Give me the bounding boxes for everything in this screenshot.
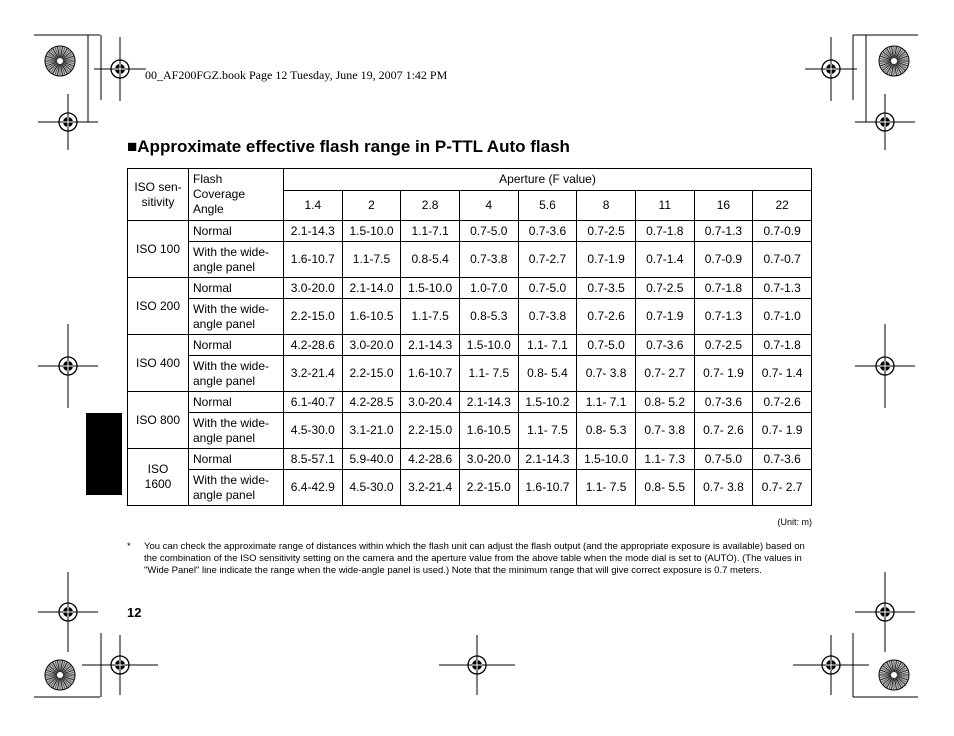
- range-cell: 2.1-14.3: [401, 335, 460, 356]
- starburst-registration-icon: [45, 46, 75, 76]
- range-cell: 0.7-2.7: [518, 242, 577, 278]
- range-cell: 1.6-10.7: [518, 470, 577, 506]
- table-row: [128, 335, 812, 356]
- range-cell: 1.5-10.0: [342, 221, 401, 242]
- range-cell: 1.1- 7.5: [459, 356, 518, 392]
- range-cell: 3.0-20.4: [401, 392, 460, 413]
- range-cell: 1.5-10.0: [459, 335, 518, 356]
- crosshair-registration-icon: [439, 635, 515, 695]
- table-row: [128, 299, 812, 335]
- table-row: [128, 356, 812, 392]
- iso-cell: ISO 800: [128, 392, 189, 449]
- table-row: [128, 242, 812, 278]
- range-cell: 2.1-14.3: [284, 221, 343, 242]
- range-cell: 0.7-3.6: [518, 221, 577, 242]
- header-flash-coverage-angle: Flash Coverage Angle: [189, 169, 284, 221]
- header-row-aperture: [128, 169, 812, 191]
- range-cell: 0.7-0.9: [753, 221, 812, 242]
- range-cell: 0.7-1.3: [694, 221, 753, 242]
- range-cell: 4.5-30.0: [284, 413, 343, 449]
- range-cell: 0.7-1.9: [577, 242, 636, 278]
- range-cell: 6.1-40.7: [284, 392, 343, 413]
- range-cell: 1.5-10.0: [577, 449, 636, 470]
- range-cell: 0.7-5.0: [518, 278, 577, 299]
- footnote: [127, 541, 812, 578]
- crosshair-registration-icon: [38, 324, 98, 408]
- angle-label-normal: Normal: [189, 278, 284, 299]
- book-file-header: 00_AF200FGZ.book Page 12 Tuesday, June 19, 2007 1:42 PM: [145, 68, 448, 82]
- range-cell: 0.7-1.4: [635, 242, 694, 278]
- range-cell: 1.6-10.7: [401, 356, 460, 392]
- range-cell: 0.7-5.0: [577, 335, 636, 356]
- range-cell: 0.7- 2.7: [635, 356, 694, 392]
- range-cell: 2.2-15.0: [284, 299, 343, 335]
- angle-label-wide: With the wide- angle panel: [189, 299, 284, 335]
- range-cell: 0.7-0.7: [753, 242, 812, 278]
- range-cell: 0.7-5.0: [694, 449, 753, 470]
- header-fvalue: 1.4: [284, 191, 343, 221]
- range-cell: 2.1-14.0: [342, 278, 401, 299]
- range-cell: 0.7-1.8: [753, 335, 812, 356]
- range-cell: 4.2-28.6: [284, 335, 343, 356]
- table-row: [128, 278, 812, 299]
- range-cell: 4.2-28.6: [401, 449, 460, 470]
- range-cell: 1.5-10.0: [401, 278, 460, 299]
- range-cell: 2.2-15.0: [342, 356, 401, 392]
- range-cell: 1.1- 7.5: [577, 470, 636, 506]
- range-cell: 1.1-7.1: [401, 221, 460, 242]
- range-cell: 1.6-10.5: [459, 413, 518, 449]
- range-cell: 0.7-0.9: [694, 242, 753, 278]
- header-fvalue: 11: [635, 191, 694, 221]
- table-row: [128, 413, 812, 449]
- range-cell: 0.7- 1.9: [694, 356, 753, 392]
- section-thumb-tab: [86, 413, 122, 495]
- angle-label-wide: With the wide- angle panel: [189, 470, 284, 506]
- angle-label-normal: Normal: [189, 335, 284, 356]
- range-cell: 0.7-3.6: [635, 335, 694, 356]
- range-cell: 3.0-20.0: [284, 278, 343, 299]
- header-fvalue: 16: [694, 191, 753, 221]
- range-cell: 1.6-10.7: [284, 242, 343, 278]
- range-cell: 2.2-15.0: [401, 413, 460, 449]
- iso-cell: ISO 200: [128, 278, 189, 335]
- range-cell: 3.1-21.0: [342, 413, 401, 449]
- crosshair-registration-icon: [793, 635, 869, 695]
- range-cell: 0.7-2.5: [577, 221, 636, 242]
- page-title: [127, 137, 570, 157]
- range-cell: 0.7-3.5: [577, 278, 636, 299]
- table-row: [128, 470, 812, 506]
- range-cell: 0.8- 5.2: [635, 392, 694, 413]
- range-cell: 0.7-2.5: [694, 335, 753, 356]
- range-cell: 2.2-15.0: [459, 470, 518, 506]
- range-cell: 0.7-1.0: [753, 299, 812, 335]
- iso-cell: ISO 100: [128, 221, 189, 278]
- header-aperture: Aperture (F value): [284, 169, 812, 191]
- crosshair-registration-icon: [855, 572, 915, 652]
- range-cell: 2.1-14.3: [518, 449, 577, 470]
- table-row: [128, 449, 812, 470]
- range-cell: 0.7-1.3: [753, 278, 812, 299]
- range-cell: 0.8- 5.5: [635, 470, 694, 506]
- range-cell: 0.7- 3.8: [577, 356, 636, 392]
- range-cell: 0.8-5.3: [459, 299, 518, 335]
- header-fvalue: 2.8: [401, 191, 460, 221]
- range-cell: 5.9-40.0: [342, 449, 401, 470]
- header-fvalue: 4: [459, 191, 518, 221]
- range-cell: 0.7- 1.4: [753, 356, 812, 392]
- range-cell: 0.7-3.6: [753, 449, 812, 470]
- range-cell: 0.7- 2.6: [694, 413, 753, 449]
- crosshair-registration-icon: [38, 94, 98, 150]
- range-cell: 0.7- 3.8: [635, 413, 694, 449]
- angle-label-wide: With the wide- angle panel: [189, 242, 284, 278]
- range-cell: 3.0-20.0: [459, 449, 518, 470]
- crosshair-registration-icon: [805, 37, 857, 101]
- range-cell: 0.7-2.6: [753, 392, 812, 413]
- range-cell: 3.2-21.4: [284, 356, 343, 392]
- range-cell: 0.7-2.5: [635, 278, 694, 299]
- angle-label-normal: Normal: [189, 449, 284, 470]
- crosshair-registration-icon: [82, 635, 158, 695]
- range-cell: 6.4-42.9: [284, 470, 343, 506]
- iso-cell: ISO 400: [128, 335, 189, 392]
- range-cell: 8.5-57.1: [284, 449, 343, 470]
- starburst-registration-icon: [879, 660, 909, 690]
- range-cell: 0.7-3.6: [694, 392, 753, 413]
- range-cell: 0.7- 1.9: [753, 413, 812, 449]
- range-cell: 0.8- 5.4: [518, 356, 577, 392]
- title-text: Approximate effective flash range in P-TTL Auto flash: [137, 137, 570, 156]
- starburst-registration-icon: [45, 660, 75, 690]
- header-fvalue: 8: [577, 191, 636, 221]
- header-fvalue: 22: [753, 191, 812, 221]
- range-cell: 1.6-10.5: [342, 299, 401, 335]
- range-cell: 0.7-1.3: [694, 299, 753, 335]
- crosshair-registration-icon: [855, 324, 915, 408]
- range-cell: 0.7-1.8: [635, 221, 694, 242]
- table-row: [128, 392, 812, 413]
- range-cell: 0.7-3.8: [518, 299, 577, 335]
- range-cell: 0.8-5.4: [401, 242, 460, 278]
- flash-range-table: [127, 168, 812, 506]
- range-cell: 0.7-5.0: [459, 221, 518, 242]
- table-row: [128, 221, 812, 242]
- angle-label-wide: With the wide- angle panel: [189, 356, 284, 392]
- crosshair-registration-icon: [855, 94, 915, 150]
- title-marker: ■: [127, 137, 138, 156]
- range-cell: 0.7-3.8: [459, 242, 518, 278]
- range-cell: 4.2-28.5: [342, 392, 401, 413]
- range-cell: 1.1- 7.3: [635, 449, 694, 470]
- header-fvalue: 5.6: [518, 191, 577, 221]
- range-cell: 0.7-1.8: [694, 278, 753, 299]
- range-cell: 1.0-7.0: [459, 278, 518, 299]
- crosshair-registration-icon: [38, 572, 98, 652]
- range-cell: 1.1-7.5: [342, 242, 401, 278]
- range-cell: 4.5-30.0: [342, 470, 401, 506]
- range-cell: 0.7- 3.8: [694, 470, 753, 506]
- header-fvalue: 2: [342, 191, 401, 221]
- iso-cell: ISO 1600: [128, 449, 189, 506]
- footnote-text: You can check the approximate range of distances within which the flash unit can adjust the flash output (and the appropriate exposure is available) based on the combination of the ISO sensitivity setting on the camera and the aperture value from the above table when the mode dial is set to (AUTO). (The values in "Wide Panel" line indicate the range when the wide-angle panel is used.) Note that the minimum range that will give correct exposure is 0.7 meters.: [144, 541, 805, 577]
- range-cell: 1.1- 7.5: [518, 413, 577, 449]
- range-cell: 0.7-2.6: [577, 299, 636, 335]
- angle-label-normal: Normal: [189, 221, 284, 242]
- range-cell: 0.8- 5.3: [577, 413, 636, 449]
- range-cell: 1.5-10.2: [518, 392, 577, 413]
- angle-label-normal: Normal: [189, 392, 284, 413]
- range-cell: 2.1-14.3: [459, 392, 518, 413]
- page-number: 12: [127, 605, 142, 620]
- range-cell: 1.1-7.5: [401, 299, 460, 335]
- range-cell: 0.7- 2.7: [753, 470, 812, 506]
- header-iso-sensitivity: ISO sen- sitivity: [128, 169, 189, 221]
- range-cell: 1.1- 7.1: [577, 392, 636, 413]
- range-cell: 3.2-21.4: [401, 470, 460, 506]
- range-cell: 3.0-20.0: [342, 335, 401, 356]
- footnote-marker: *: [127, 541, 131, 552]
- range-cell: 1.1- 7.1: [518, 335, 577, 356]
- starburst-registration-icon: [879, 46, 909, 76]
- range-cell: 0.7-1.9: [635, 299, 694, 335]
- angle-label-wide: With the wide- angle panel: [189, 413, 284, 449]
- crosshair-registration-icon: [94, 37, 146, 101]
- unit-note: (Unit: m): [777, 517, 812, 527]
